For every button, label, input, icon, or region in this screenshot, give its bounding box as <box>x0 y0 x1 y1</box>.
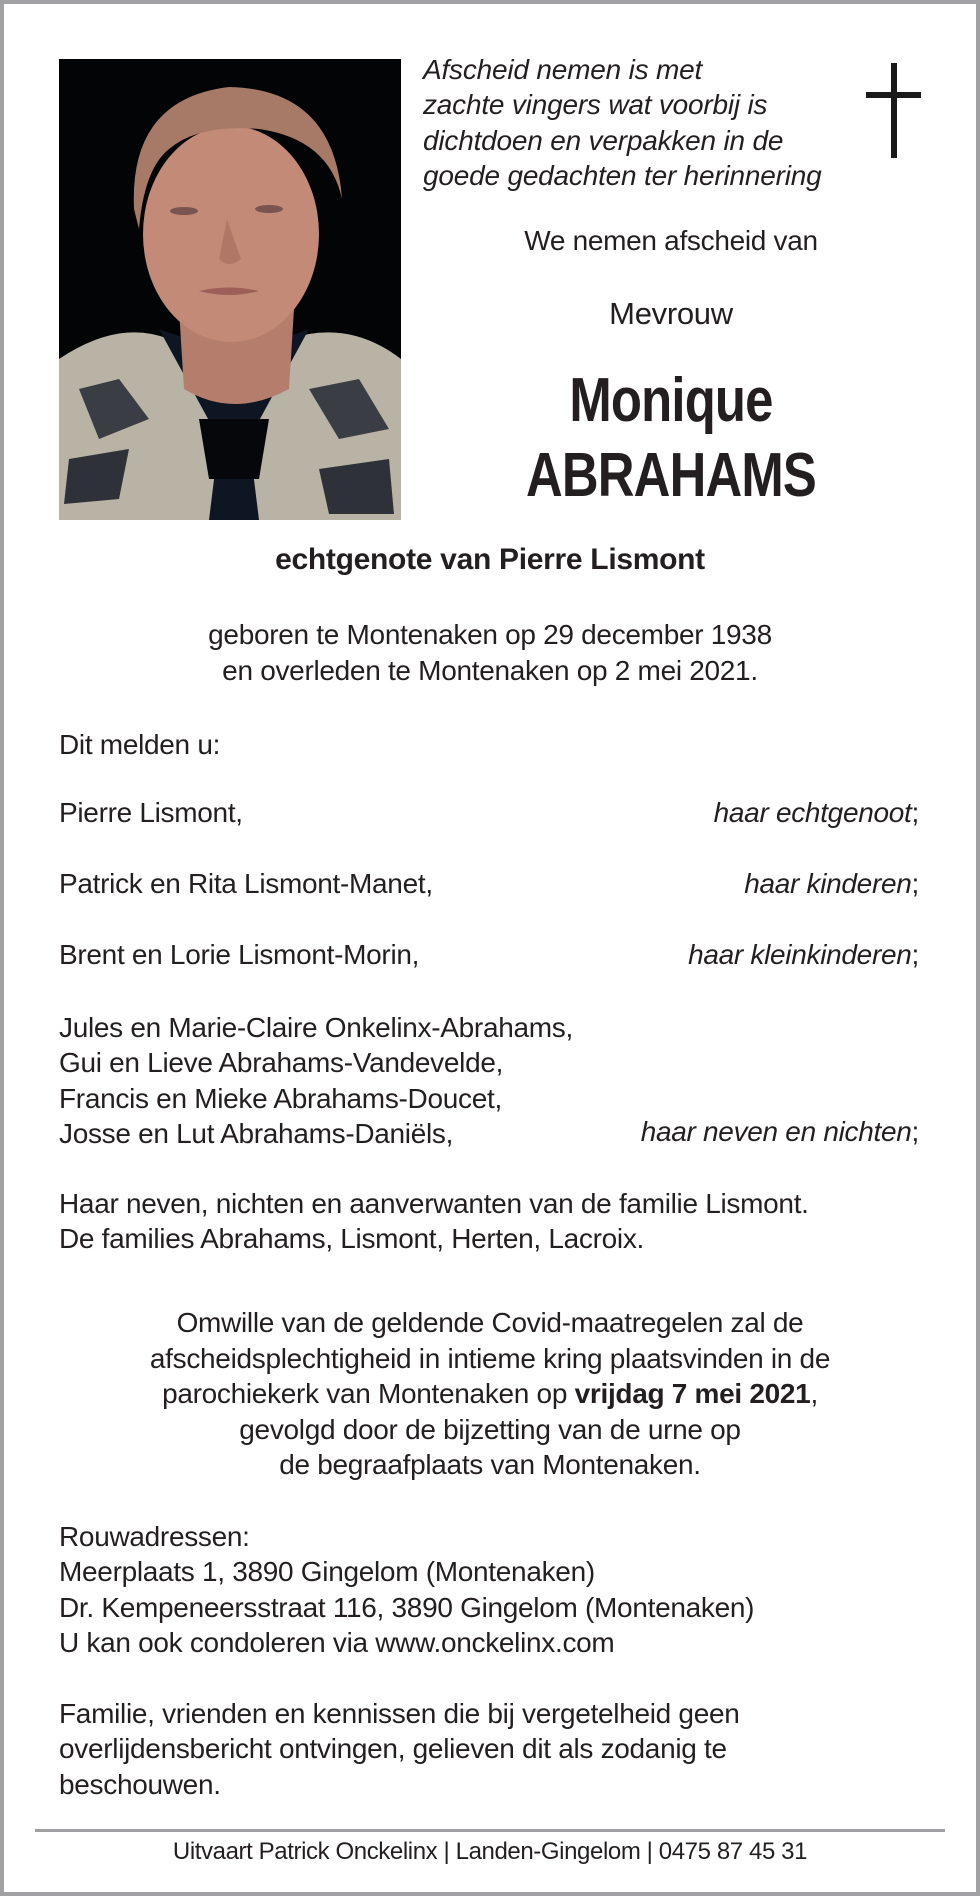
family-relation: haar kinderen; <box>744 868 919 899</box>
cross-icon-horizontal <box>866 92 921 98</box>
deceased-surname-block <box>470 440 872 511</box>
ceremony-line: parochiekerk van Montenaken op vrijdag 7 mei 2021, <box>162 1378 818 1409</box>
salutation: Mevrouw <box>609 296 733 331</box>
portrait-image <box>59 59 401 520</box>
notice-line: overlijdensbericht ontvingen, gelieven dit als zodanig te <box>59 1733 727 1765</box>
family-relation: haar neven en nichten; <box>640 1116 919 1147</box>
notice-line: beschouwen. <box>59 1768 221 1800</box>
family-names: Jules en Marie-Claire Onkelinx-Abrahams, <box>59 1012 573 1043</box>
family-relation: haar echtgenoot; <box>713 797 919 828</box>
extended-family-line: De families Abrahams, Lismont, Herten, Lacroix. <box>59 1223 645 1255</box>
footer-divider <box>35 1829 945 1832</box>
spouse-line: echtgenote van Pierre Lismont <box>275 543 705 576</box>
life-dates <box>0 617 980 688</box>
family-relation: haar kleinkinderen; <box>688 939 919 970</box>
deceased-first-name: Monique <box>569 366 773 435</box>
family-row <box>59 868 919 904</box>
notice-line: Familie, vrienden en kennissen die bij vergetelheid geen <box>59 1698 740 1729</box>
intro-text: We nemen afscheid van <box>524 225 818 256</box>
poem-line: zachte vingers wat voorbij is <box>423 89 768 121</box>
cross-icon-vertical <box>891 63 897 158</box>
deceased-name <box>470 365 872 436</box>
poem-line: goede gedachten ter herinnering <box>423 159 822 191</box>
ceremony-info <box>0 1305 980 1483</box>
addresses-title: Rouwadressen: <box>59 1521 250 1552</box>
poem-line: dichtdoen en verpakken in de <box>423 124 784 156</box>
poem-line: Afscheid nemen is met <box>423 54 703 85</box>
deceased-last-name: ABRAHAMS <box>526 441 816 510</box>
ceremony-line: afscheidsplechtigheid in intieme kring plaatsvinden in de <box>149 1342 831 1374</box>
family-names: Patrick en Rita Lismont-Manet, <box>59 868 433 899</box>
extended-family-line: Haar neven, nichten en aanverwanten van de familie Lismont. <box>59 1188 809 1219</box>
family-row <box>59 939 919 975</box>
extended-family <box>59 1186 809 1257</box>
ceremony-date: vrijdag 7 mei 2021 <box>574 1378 811 1409</box>
condolence-website-line: U kan ook condoleren via www.onckelinx.com <box>59 1626 615 1658</box>
memorial-poem <box>423 52 822 193</box>
family-row <box>59 797 919 833</box>
condolence-addresses <box>59 1519 754 1660</box>
ceremony-line: de begraafplaats van Montenaken. <box>279 1449 701 1480</box>
family-relation-row <box>59 1116 919 1152</box>
ceremony-line: gevolgd door de bijzetting van de urne op <box>239 1413 741 1445</box>
address-line: Dr. Kempeneersstraat 116, 3890 Gingelom (Montenaken) <box>59 1591 755 1623</box>
family-names: Brent en Lorie Lismont-Morin, <box>59 939 420 970</box>
notice-text <box>59 1696 740 1802</box>
family-names: Gui en Lieve Abrahams-Vandevelde, <box>59 1047 504 1079</box>
family-names: Francis en Mieke Abrahams-Doucet, <box>59 1082 502 1114</box>
funeral-home-footer: Uitvaart Patrick Onckelinx | Landen-Gingelom | 0475 87 45 31 <box>172 1838 808 1865</box>
born-line: geboren te Montenaken op 29 december 1938 <box>208 619 772 650</box>
died-line: en overleden te Montenaken op 2 mei 2021. <box>222 654 758 686</box>
family-names: Pierre Lismont, <box>59 797 243 828</box>
announce-text: Dit melden u: <box>59 729 221 760</box>
family-names: Josse en Lut Abrahams-Daniëls, <box>59 1117 454 1149</box>
address-line: Meerplaats 1, 3890 Gingelom (Montenaken) <box>59 1556 595 1588</box>
portrait-photo <box>59 59 401 520</box>
ceremony-line: Omwille van de geldende Covid-maatregelen zal de <box>176 1307 804 1338</box>
